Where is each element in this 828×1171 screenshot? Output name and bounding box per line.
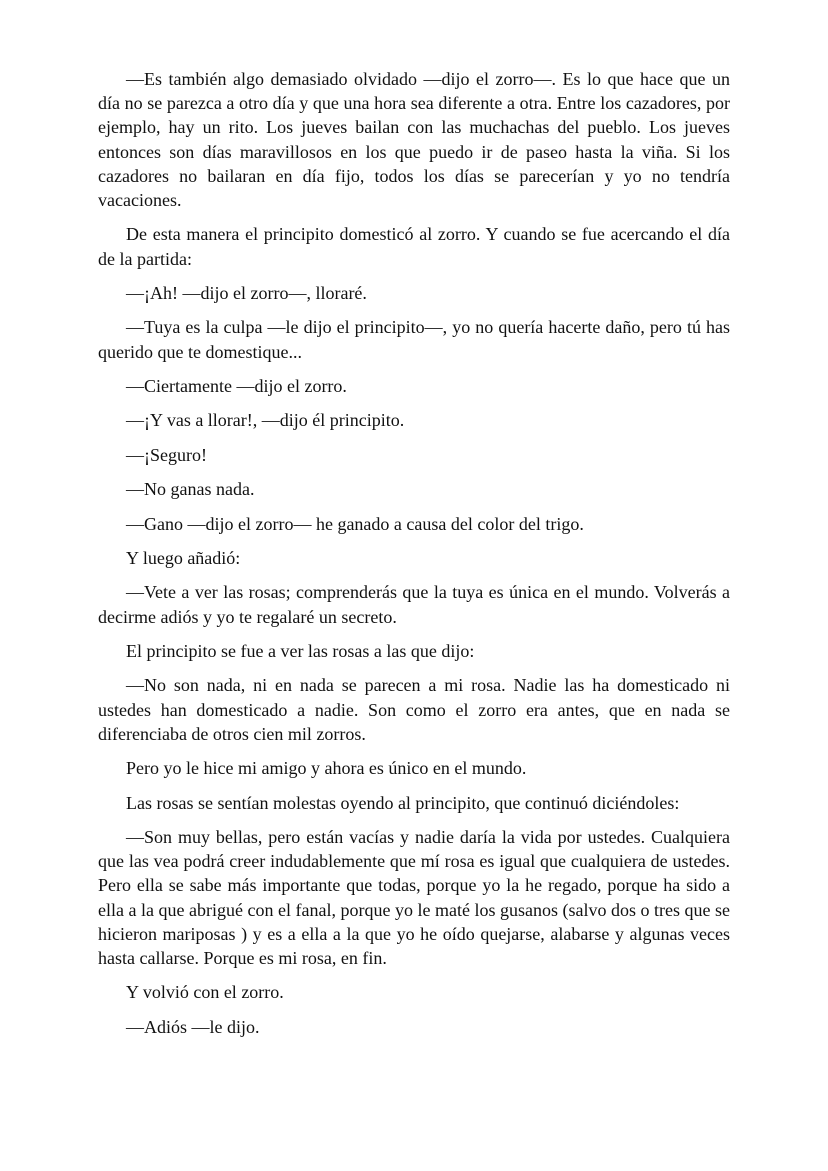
paragraph: —Son muy bellas, pero están vacías y nadie daría la vida por ustedes. Cualquiera que las vea podrá creer indudablemente que mí rosa es igual que cualquiera de ustedes. Pero ella se sabe más importante que todas, porque yo la he regado, porque ha sido a ella a la que abrigué con el fanal, porque yo le maté los gusanos (salvo dos o tres que se hicieron mariposas ) y es a ella a la que yo he oído quejarse, alabarse y algunas veces hasta callarse. Porque es mi rosa, en fin. [98,826,730,968]
paragraph: Y volvió con el zorro. [126,982,284,1003]
paragraph: Las rosas se sentían molestas oyendo al principito, que continuó diciéndoles: [126,792,680,813]
paragraph: —Tuya es la culpa —le dijo el principito—, yo no quería hacerte daño, pero tú has querido que te domestique... [98,317,730,362]
paragraph: —¡Seguro! [126,444,207,465]
paragraph: —Ciertamente —dijo el zorro. [126,375,347,396]
paragraph: Y luego añadió: [126,547,241,568]
paragraph: —Gano —dijo el zorro— he ganado a causa del color del trigo. [126,513,584,534]
paragraph: El principito se fue a ver las rosas a las que dijo: [126,640,475,661]
paragraph: —Adiós —le dijo. [126,1016,260,1037]
paragraph: —Es también algo demasiado olvidado —dijo el zorro—. Es lo que hace que un día no se parezca a otro día y que una hora sea diferente a otra. Entre los cazadores, por ejemplo, hay un rito. Los jueves bailan con las muchachas del pueblo. Los jueves entonces son días maravillosos en los que puedo ir de paseo hasta la viña. Si los cazadores no bailaran en día fijo, todos los días se parecerían y yo no tendría vacaciones. [98,69,730,211]
document-page [98,67,730,1049]
paragraph: —Vete a ver las rosas; comprenderás que la tuya es única en el mundo. Volverás a decirme adiós y yo te regalaré un secreto. [98,582,730,627]
paragraph: De esta manera el principito domesticó al zorro. Y cuando se fue acercando el día de la partida: [98,224,730,269]
paragraph: Pero yo le hice mi amigo y ahora es único en el mundo. [126,758,527,779]
paragraph: —¡Y vas a llorar!, —dijo él principito. [126,410,405,431]
paragraph: —¡Ah! —dijo el zorro—, lloraré. [126,283,367,303]
paragraph: —No son nada, ni en nada se parecen a mi rosa. Nadie las ha domesticado ni ustedes han domesticado a nadie. Son como el zorro era antes, que en nada se diferenciaba de otros cien mil zorros. [98,675,730,744]
paragraph: —No ganas nada. [126,479,255,500]
